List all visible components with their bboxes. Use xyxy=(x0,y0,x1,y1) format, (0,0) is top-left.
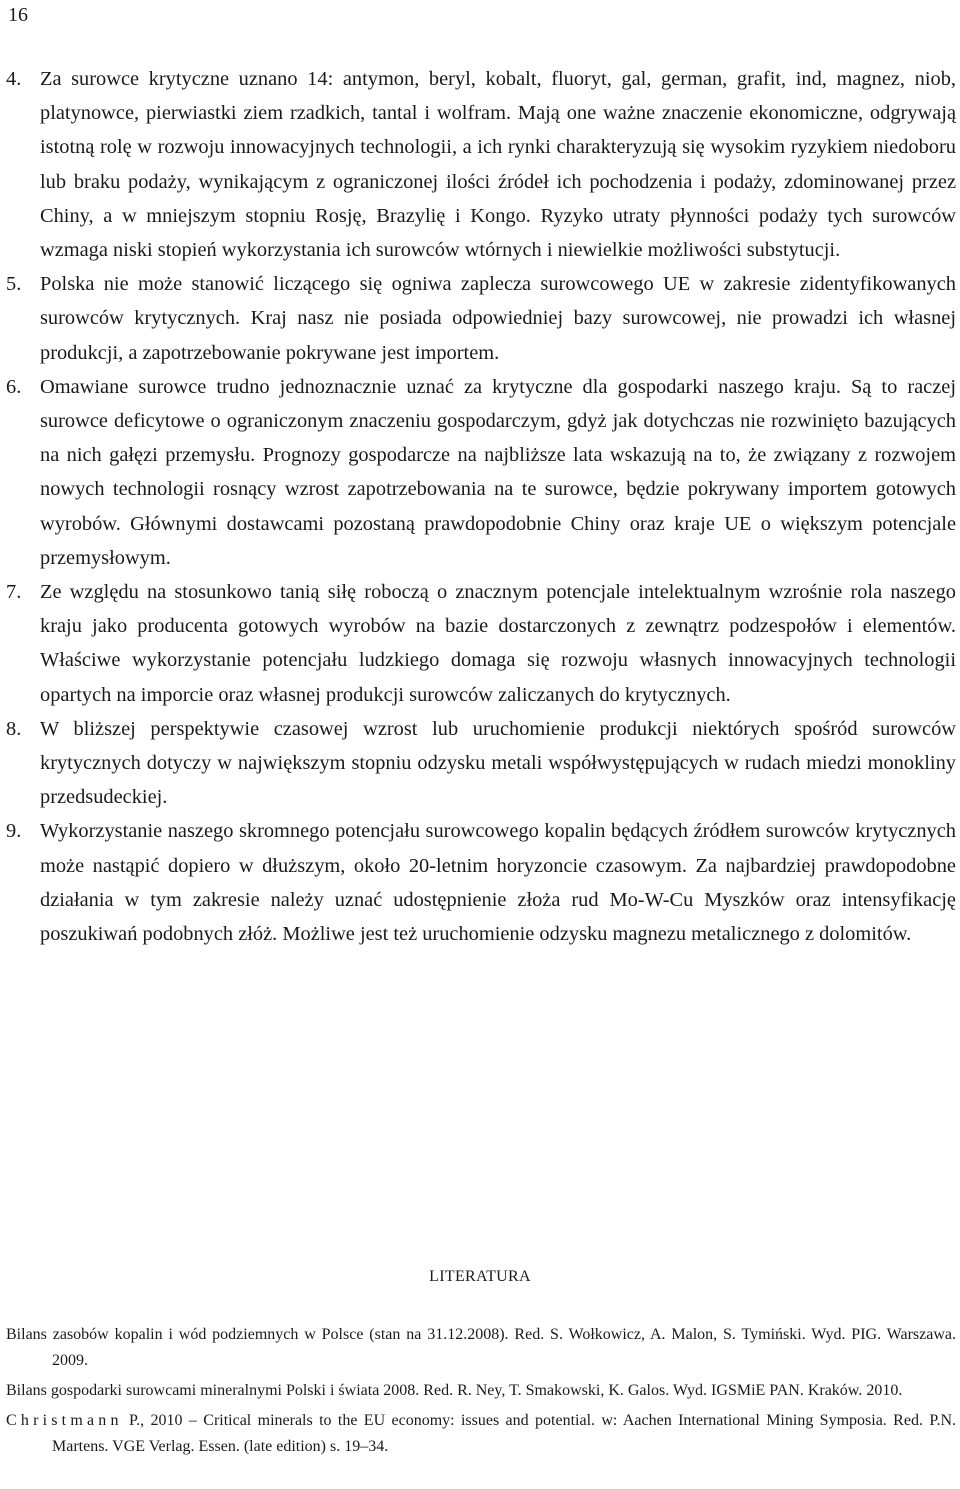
list-item xyxy=(6,712,956,815)
item-text: Wykorzystanie naszego skromnego potencjału surowcowego kopalin będących źródłem surowców krytycznych może nastąpić dopiero w dłuższym, około 20-letnim horyzoncie czasowym. Za najbardziej prawdopodobne działania w tym zakresie należy uznać udostępnienie złoża rud Mo-W-Cu Myszków oraz intensyfikację poszukiwań podobnych złóż. Możliwe jest też uruchomienie odzysku magnezu metalicznego z dolomitów. xyxy=(40,820,956,946)
reference-text: P., 2010 – Critical minerals to the EU economy: issues and potential. w: Aachen International Mining Symposia. Red. P.N. Martens. VGE Verlag. Essen. (late edition) s. 19–34. xyxy=(52,1412,956,1455)
reference-text: Bilans gospodarki surowcami mineralnymi Polski i świata 2008. Red. R. Ney, T. Smakowski, K. Galos. Wyd. IGSMiE PAN. Kraków. 2010. xyxy=(6,1382,903,1399)
item-text: Za surowce krytyczne uznano 14: antymon, beryl, kobalt, fluoryt, gal, german, grafit, ind, magnez, niob, platynowce, pierwiastki ziem rzadkich, tantal i wolfram. Mają one ważne znaczenie ekonomiczne, odgrywają istotną rolę w rozwoju innowacyjnych technologii, a ich rynki charakteryzują się wysokim ryzykiem niedoboru lub braku podaży, wynikającym z ograniczonej ilości źródeł ich pochodzenia i podaży, zdominowanej przez Chiny, a w mniejszym stopniu Rosję, Brazylię i Kongo. Ryzyko utraty płynności podaży tych surowców wzmaga niski stopień wykorzystania ich surowców wtórnych i niewielkie możliwości substytucji. xyxy=(40,68,956,262)
reference-text: Bilans zasobów kopalin i wód podziemnych w Polsce (stan na 31.12.2008). Red. S. Wołkowicz, A. Malon, S. Tymiński. Wyd. PIG. Warszawa. 2009. xyxy=(6,1326,956,1369)
page-number: 16 xyxy=(8,4,28,26)
list-item xyxy=(6,267,956,370)
literature-heading: LITERATURA xyxy=(429,1268,531,1285)
list-item xyxy=(6,62,956,267)
list-item xyxy=(6,814,956,951)
reference-item xyxy=(6,1322,956,1374)
item-text: Polska nie może stanowić liczącego się ogniwa zaplecza surowcowego UE w zakresie zidentyfikowanych surowców krytycznych. Kraj nasz nie posiada odpowiedniej bazy surowcowej, nie prowadzi ich własnej produkcji, a zapotrzebowanie pokrywane jest importem. xyxy=(40,273,956,364)
reference-item xyxy=(6,1378,956,1404)
item-number: 9. xyxy=(6,820,22,843)
item-number: 6. xyxy=(6,375,22,398)
list-item xyxy=(6,575,956,712)
references-list xyxy=(6,1322,956,1464)
item-number: 7. xyxy=(6,581,22,604)
conclusions-list xyxy=(6,62,956,951)
list-item xyxy=(6,370,956,575)
item-text: Ze względu na stosunkowo tanią siłę roboczą o znacznym potencjale intelektualnym wzrośnie rola naszego kraju jako producenta gotowych wyrobów na bazie dostarczonych z zewnątrz podzespołów i elementów. Właściwe wykorzystanie potencjału ludzkiego domaga się rozwoju własnych innowacyjnych technologii opartych na imporcie oraz własnej produkcji surowców zaliczanych do krytycznych. xyxy=(40,581,956,706)
reference-item xyxy=(6,1408,956,1460)
item-number: 5. xyxy=(6,273,22,296)
item-text: W bliższej perspektywie czasowej wzrost lub uruchomienie produkcji niektórych spośród surowców krytycznych dotyczy w największym stopniu odzysku metali współwystępujących w rudach miedzi monokliny przedsudeckiej. xyxy=(40,717,956,809)
item-number: 8. xyxy=(6,717,22,740)
reference-author: Christmann xyxy=(6,1412,123,1429)
item-text: Omawiane surowce trudno jednoznacznie uznać za krytyczne dla gospodarki naszego kraju. Są to raczej surowce deficytowe o ograniczonym znaczeniu gospodarczym, gdyż jak dotychczas nie rozwinięto bazujących na nich gałęzi przemysłu. Prognozy gospodarcze na najbliższe lata wskazują na to, że związany z rozwojem nowych technologii rosnący wzrost zapotrzebowania na te surowce, będzie pokrywany importem gotowych wyrobów. Głównymi dostawcami pozostaną prawdopodobnie Chiny oraz kraje UE o większym potencjale przemysłowym. xyxy=(40,375,956,569)
item-number: 4. xyxy=(6,68,22,90)
